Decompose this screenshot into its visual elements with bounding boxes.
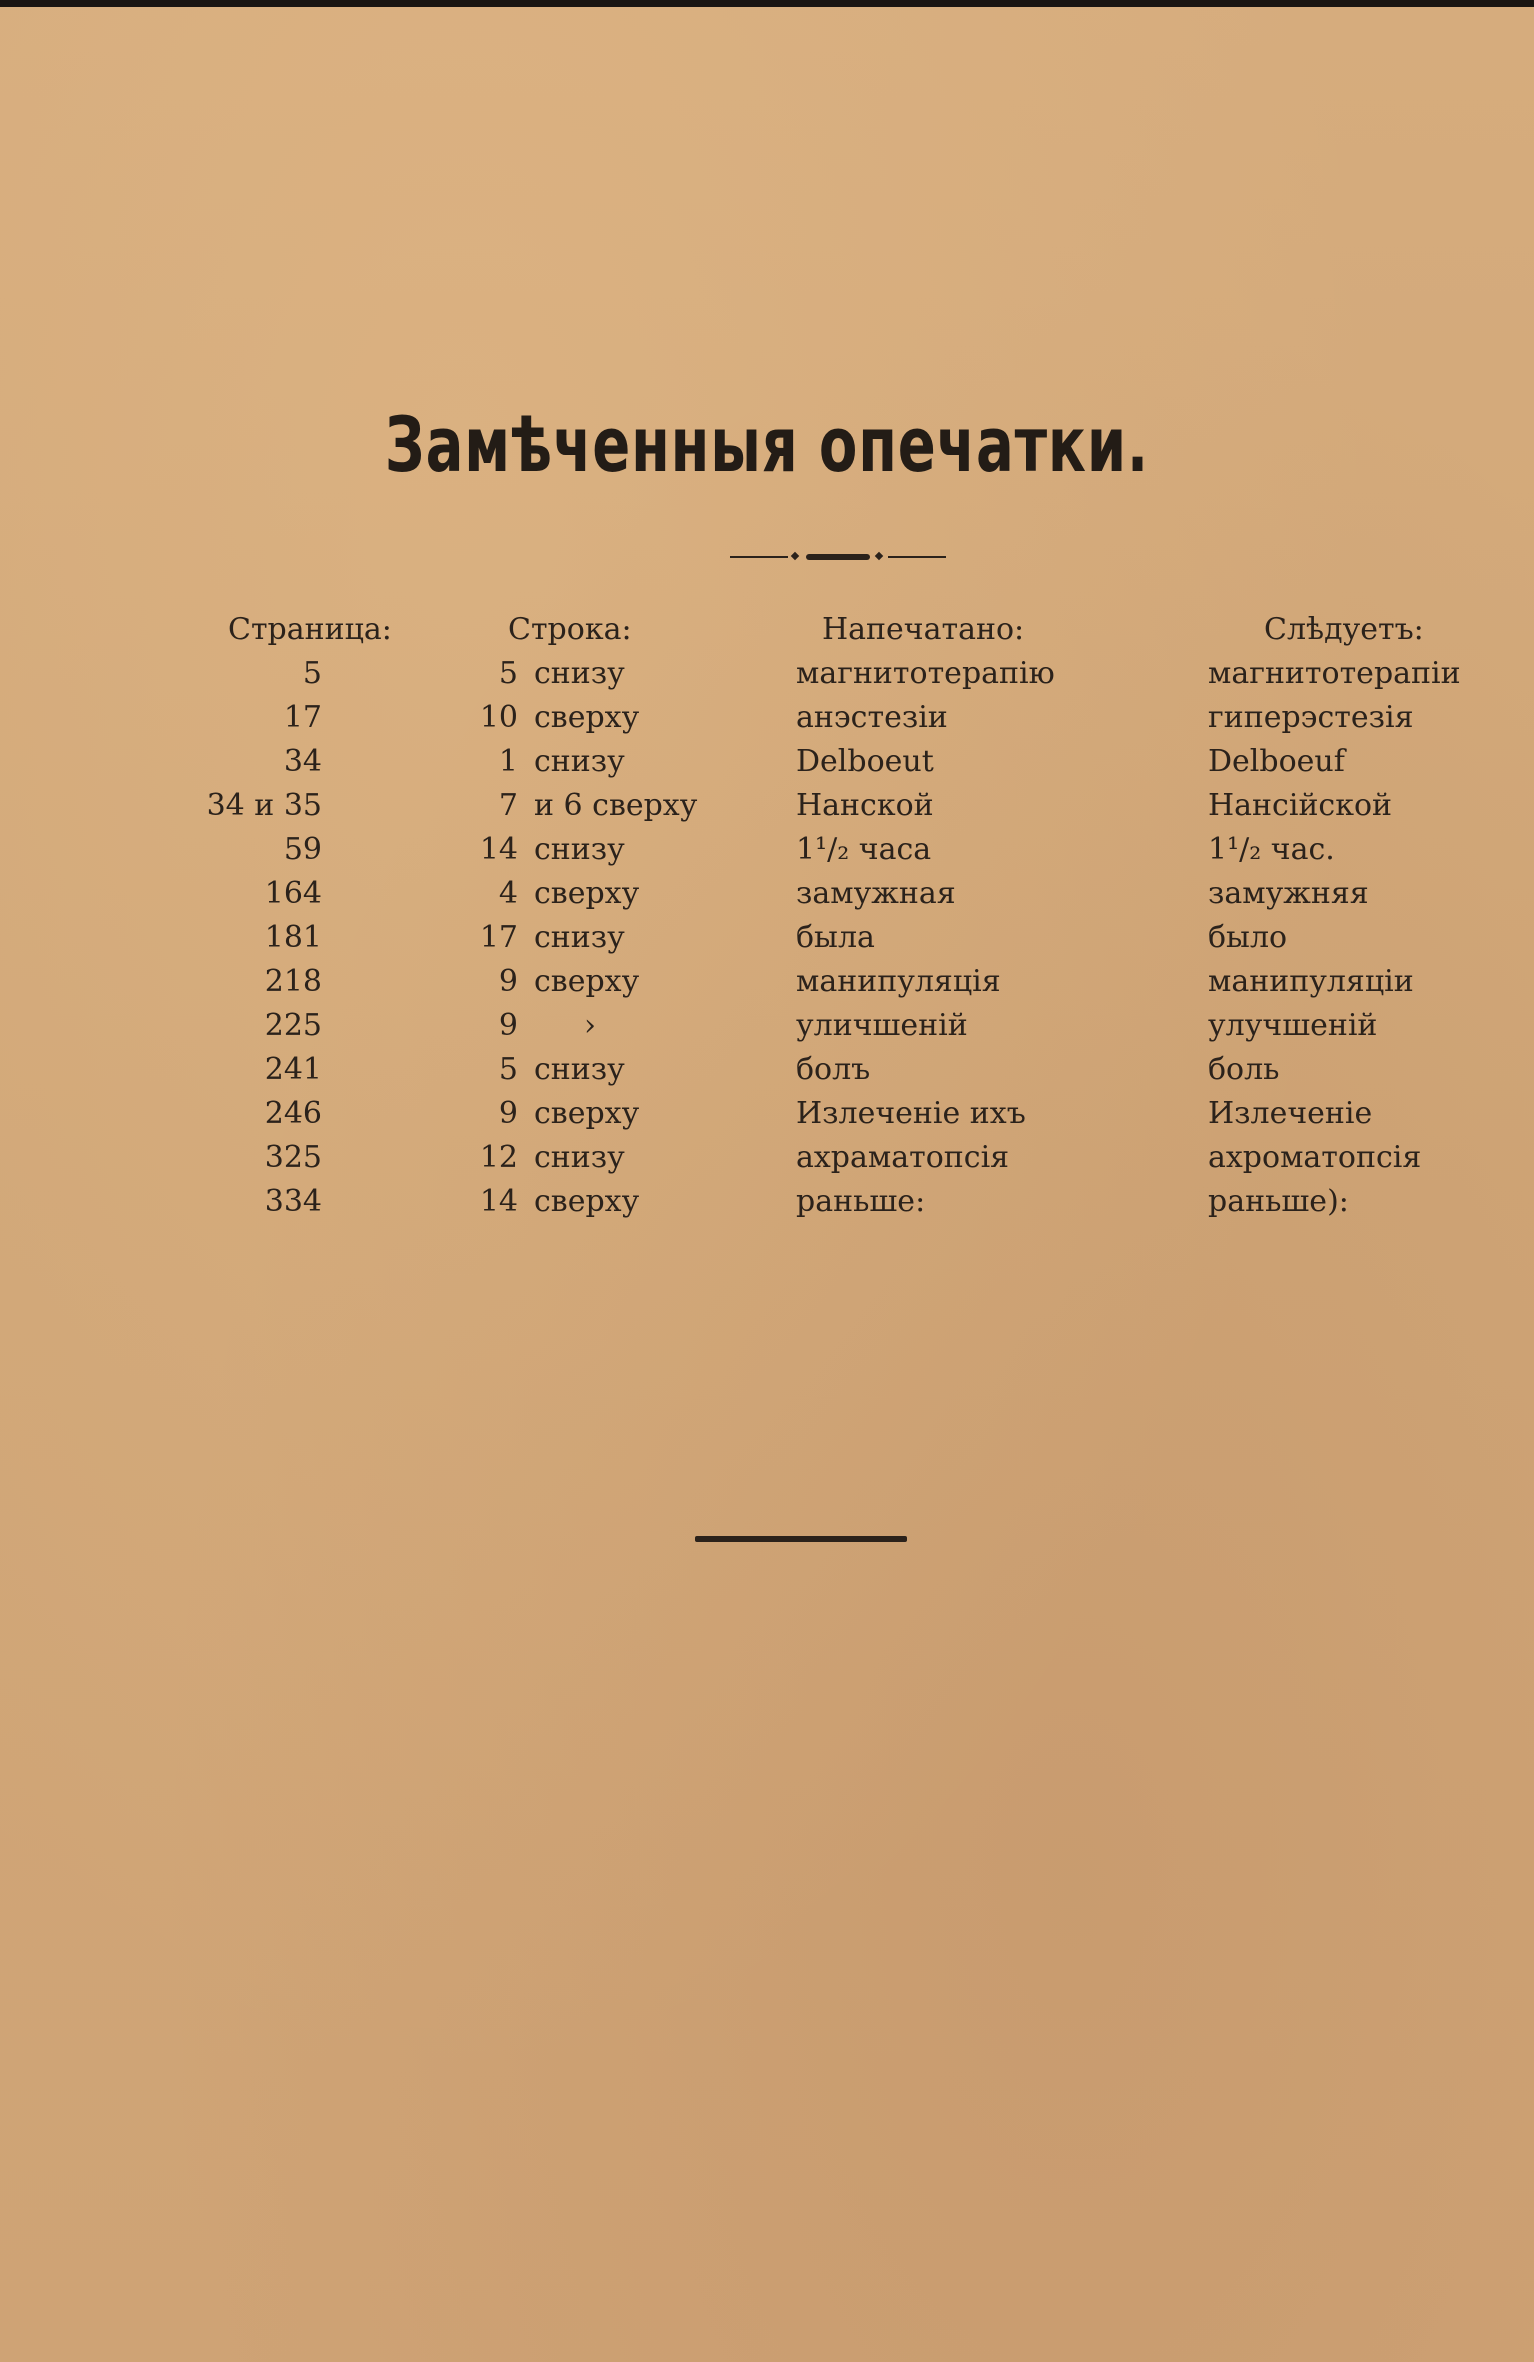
erratum-correct: было [1208,920,1288,955]
erratum-line-position: снизу [534,1140,625,1175]
erratum-printed: 1¹/₂ часа [796,832,932,867]
erratum-correct: магнитотерапіи [1208,656,1461,691]
erratum-row [0,786,1534,826]
erratum-correct: ахроматопсія [1208,1140,1422,1175]
erratum-page: 59 [283,832,322,867]
erratum-printed: анэстезіи [796,700,948,735]
erratum-line-number: 12 [479,1140,518,1175]
erratum-printed: ахраматопсія [796,1140,1010,1175]
closing-rule-divider [695,1536,907,1542]
erratum-row [0,1006,1534,1046]
ornament-center-bar [806,554,870,560]
header-page: Страница: [228,612,392,647]
erratum-line-position: снизу [534,832,625,867]
erratum-line-position: сверху [534,1096,640,1131]
erratum-line-position: снизу [534,744,625,779]
erratum-line-number: 10 [479,700,518,735]
ornament-dot-left [791,552,799,560]
erratum-row [0,1094,1534,1134]
page-title: Замѣченныя опечатки. [384,400,1150,489]
erratum-correct: 1¹/₂ час. [1208,832,1335,867]
erratum-line-position: сверху [534,1184,640,1219]
erratum-correct: Delboeuf [1208,744,1345,779]
erratum-correct: Нансійской [1208,788,1393,823]
erratum-printed: Нанской [796,788,934,823]
erratum-line-position: › [584,1008,596,1043]
ornament-line-right [888,556,946,558]
erratum-line-number: 9 [498,964,518,999]
erratum-row [0,830,1534,870]
erratum-printed: магнитотерапію [796,656,1055,691]
erratum-line-position: и 6 сверху [534,788,698,823]
erratum-printed: уличшеній [796,1008,968,1043]
ornament-dot-right [875,552,883,560]
erratum-line-position: снизу [534,1052,625,1087]
erratum-line-number: 9 [498,1096,518,1131]
erratum-row [0,742,1534,782]
erratum-page: 218 [264,964,322,999]
erratum-correct: улучшеній [1208,1008,1378,1043]
erratum-printed: болъ [796,1052,871,1087]
erratum-printed: манипуляція [796,964,1001,999]
erratum-correct: замужняя [1208,876,1369,911]
erratum-printed: Delboeut [796,744,934,779]
page-top-edge [0,0,1534,7]
erratum-row [0,918,1534,958]
erratum-row [0,962,1534,1002]
erratum-line-number: 1 [498,744,518,779]
ornament-line-left [730,556,788,558]
erratum-printed: раньше: [796,1184,926,1219]
erratum-line-position: снизу [534,656,625,691]
header-printed: Напечатано: [822,612,1025,647]
erratum-row [0,1182,1534,1222]
erratum-row [0,654,1534,694]
erratum-correct: раньше): [1208,1184,1349,1219]
erratum-correct: манипуляціи [1208,964,1414,999]
title-ornament-divider [730,550,946,564]
erratum-line-number: 9 [498,1008,518,1043]
errata-header-row [0,610,1534,650]
erratum-row [0,1138,1534,1178]
erratum-line-number: 14 [479,832,518,867]
erratum-row [0,698,1534,738]
header-line: Строка: [508,612,632,647]
erratum-page: 34 [283,744,322,779]
erratum-page: 164 [264,876,322,911]
erratum-printed: была [796,920,875,955]
erratum-page: 5 [302,656,322,691]
header-correct: Слѣдуетъ: [1264,612,1424,647]
erratum-line-position: сверху [534,876,640,911]
erratum-page: 325 [264,1140,322,1175]
erratum-line-number: 17 [479,920,518,955]
erratum-page: 334 [264,1184,322,1219]
erratum-correct: Излеченіе [1208,1096,1373,1131]
erratum-page: 225 [264,1008,322,1043]
erratum-page: 241 [264,1052,322,1087]
erratum-line-position: сверху [534,700,640,735]
erratum-correct: боль [1208,1052,1280,1087]
erratum-line-position: снизу [534,920,625,955]
erratum-line-position: сверху [534,964,640,999]
erratum-page: 181 [264,920,322,955]
erratum-printed: Излеченіе ихъ [796,1096,1026,1131]
erratum-correct: гиперэстезія [1208,700,1414,735]
erratum-page: 34 и 35 [206,788,322,823]
erratum-printed: замужная [796,876,956,911]
erratum-page: 246 [264,1096,322,1131]
erratum-page: 17 [283,700,322,735]
erratum-line-number: 5 [498,1052,518,1087]
erratum-line-number: 14 [479,1184,518,1219]
erratum-row [0,1050,1534,1090]
erratum-row [0,874,1534,914]
erratum-line-number: 5 [498,656,518,691]
erratum-line-number: 4 [498,876,518,911]
erratum-line-number: 7 [498,788,518,823]
